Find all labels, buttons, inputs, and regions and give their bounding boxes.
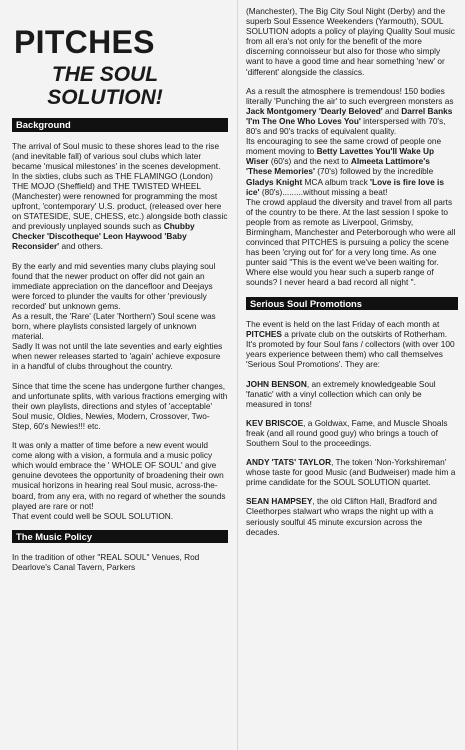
- background-paragraph-2: By the early and mid seventies many clubs playing soul found that the newer product on offer did not gain an immediate appreciation on the dancefloor and Deejays were forced to plunder the vaults for other 'previously recorded' but unknown gems. As a result, the 'Rare' (Later 'Northern') Soul scene was born, where playlists consisted largely of unknown material. Sadly It was not until the late seventies and early eighties when newer releases started to 'again' achieve exposure in a handful of clubs throughout the country.: [12, 260, 223, 372]
- page-subtitle: THE SOUL SOLUTION!: [47, 63, 163, 109]
- section-heading-music-policy: The Music Policy: [12, 530, 228, 544]
- promoter-entry: SEAN HAMPSEY, the old Clifton Hall, Bradford and Cleethorpes stalwart who wraps the night up with a seriously soulful 45 minute excursion across the decades.: [246, 496, 437, 537]
- background-paragraph-3: Since that time the scene has undergone further changes, and unfortunate splits, with various fractions emerging with their own playlists, directions and styles of 'acceptable' Soul music, Oldies, Newies, Modern, Crossover, Two-Step, 60's Newies!!! etc.: [12, 380, 228, 431]
- masthead: [12, 26, 228, 109]
- right-column: [246, 6, 458, 546]
- music-policy-paragraph-1: In the tradition of other "REAL SOUL" Venues, Rod Dearlove's Canal Tavern, Parkers: [12, 552, 200, 573]
- column-divider: [237, 0, 238, 750]
- background-paragraph-4: It was only a matter of time before a new event would come along with a vision, a formula and a music policy which would embrace the ' WHOLE OF SOUL' and give genuine devotees the opportunity of broadening their own musical horizons in hearing real Soul music, across-the-board, from any era, with no regard of whether the sounds played are rare or not! That event could well be SOUL SOLUTION.: [12, 440, 226, 521]
- music-policy-paragraph-1-cont: (Manchester), The Big City Soul Night (Derby) and the superb Soul Essence Weekenders (Yarmouth), SOUL SOLUTION adopts a policy of playing Quality Soul music from all era's not only for the benefit of the more discerning connoisseur but also for those who simply want to have a good time and hear something 'new' or 'different' alongside the classics.: [246, 6, 455, 77]
- promoter-entry: KEV BRISCOE, a Goldwax, Fame, and Muscle Shoals freak (and all round good guy) who brings a touch of Southern Soul to the proceedings.: [246, 417, 448, 448]
- promotions-paragraph-1: The event is held on the last Friday of each month at PITCHES a private club on the outskirts of Rotherham. It's promoted by four Soul fans / collectors (with over 100 years experience between them) who call themselves 'Serious Soul Promotions'. They are:: [246, 319, 455, 370]
- promoter-entry: ANDY 'TATS' TAYLOR, The token 'Non-Yorkshireman' whose taste for good Music (and Budweiser) made him a prime candidate for the SOUL SOLUTION quartet.: [246, 457, 456, 488]
- background-paragraph-1: The arrival of Soul music to these shores lead to the rise (and inevitable fall) of various soul clubs which later became 'musical milestones' in the scenes development. In the sixties, clubs such as THE FLAMINGO (London) THE MOJO (Sheffield) and THE TWISTED WHEEL (Manchester) were renowned for programming the most upfront, 'contemporary' U.S. product, (released over here on STATESIDE, SUE, CHESS, etc.) alongside both classic and previously unplayed sounds such as Chubby Checker 'Discotheque' Leon Haywood 'Baby Reconsider' and others.: [12, 140, 228, 252]
- section-heading-promotions: Serious Soul Promotions: [246, 297, 458, 311]
- section-heading-background: Background: [12, 118, 228, 132]
- music-policy-paragraph-2: As a result the atmosphere is tremendous! 150 bodies literally 'Punching the air' to such evergreen monsters as Jack Montgomery 'Dearly Beloved' and Darrel Banks 'I'm The One Who Loves You' interspersed with 70's, 80's and 90's tracks of equivalent quality. Its encouraging to see the same crowd of people one moment moving to Betty Lavettes You'll Wake Up Wiser (60's) and the next to Almeeta Lattimore's 'These Memories' (70's) followed by the incredible Gladys Knight MCA album track 'Love is fire love is ice' (80's).........without missing a beat! The crowd applaud the diversity and travel from all parts of the country to be there. At the last session I spoke to people from as remote as Liverpool, Grimsby, Birmingham, Manchester and Peterborough who were all convinced that PITCHES is pursuing a policy the scene has been 'crying out for' for a very long time. As one punter said "This is the event we've been waiting for. Where else would you hear such a superb range of sounds? I never heard a bad record all night ".: [246, 85, 456, 288]
- left-column: [12, 26, 228, 581]
- promoter-entry: JOHN BENSON, an extremely knowledgeable Soul 'fanatic' with a vinyl collection which can only be measured in tons!: [246, 378, 436, 409]
- page-title: PITCHES: [14, 24, 155, 60]
